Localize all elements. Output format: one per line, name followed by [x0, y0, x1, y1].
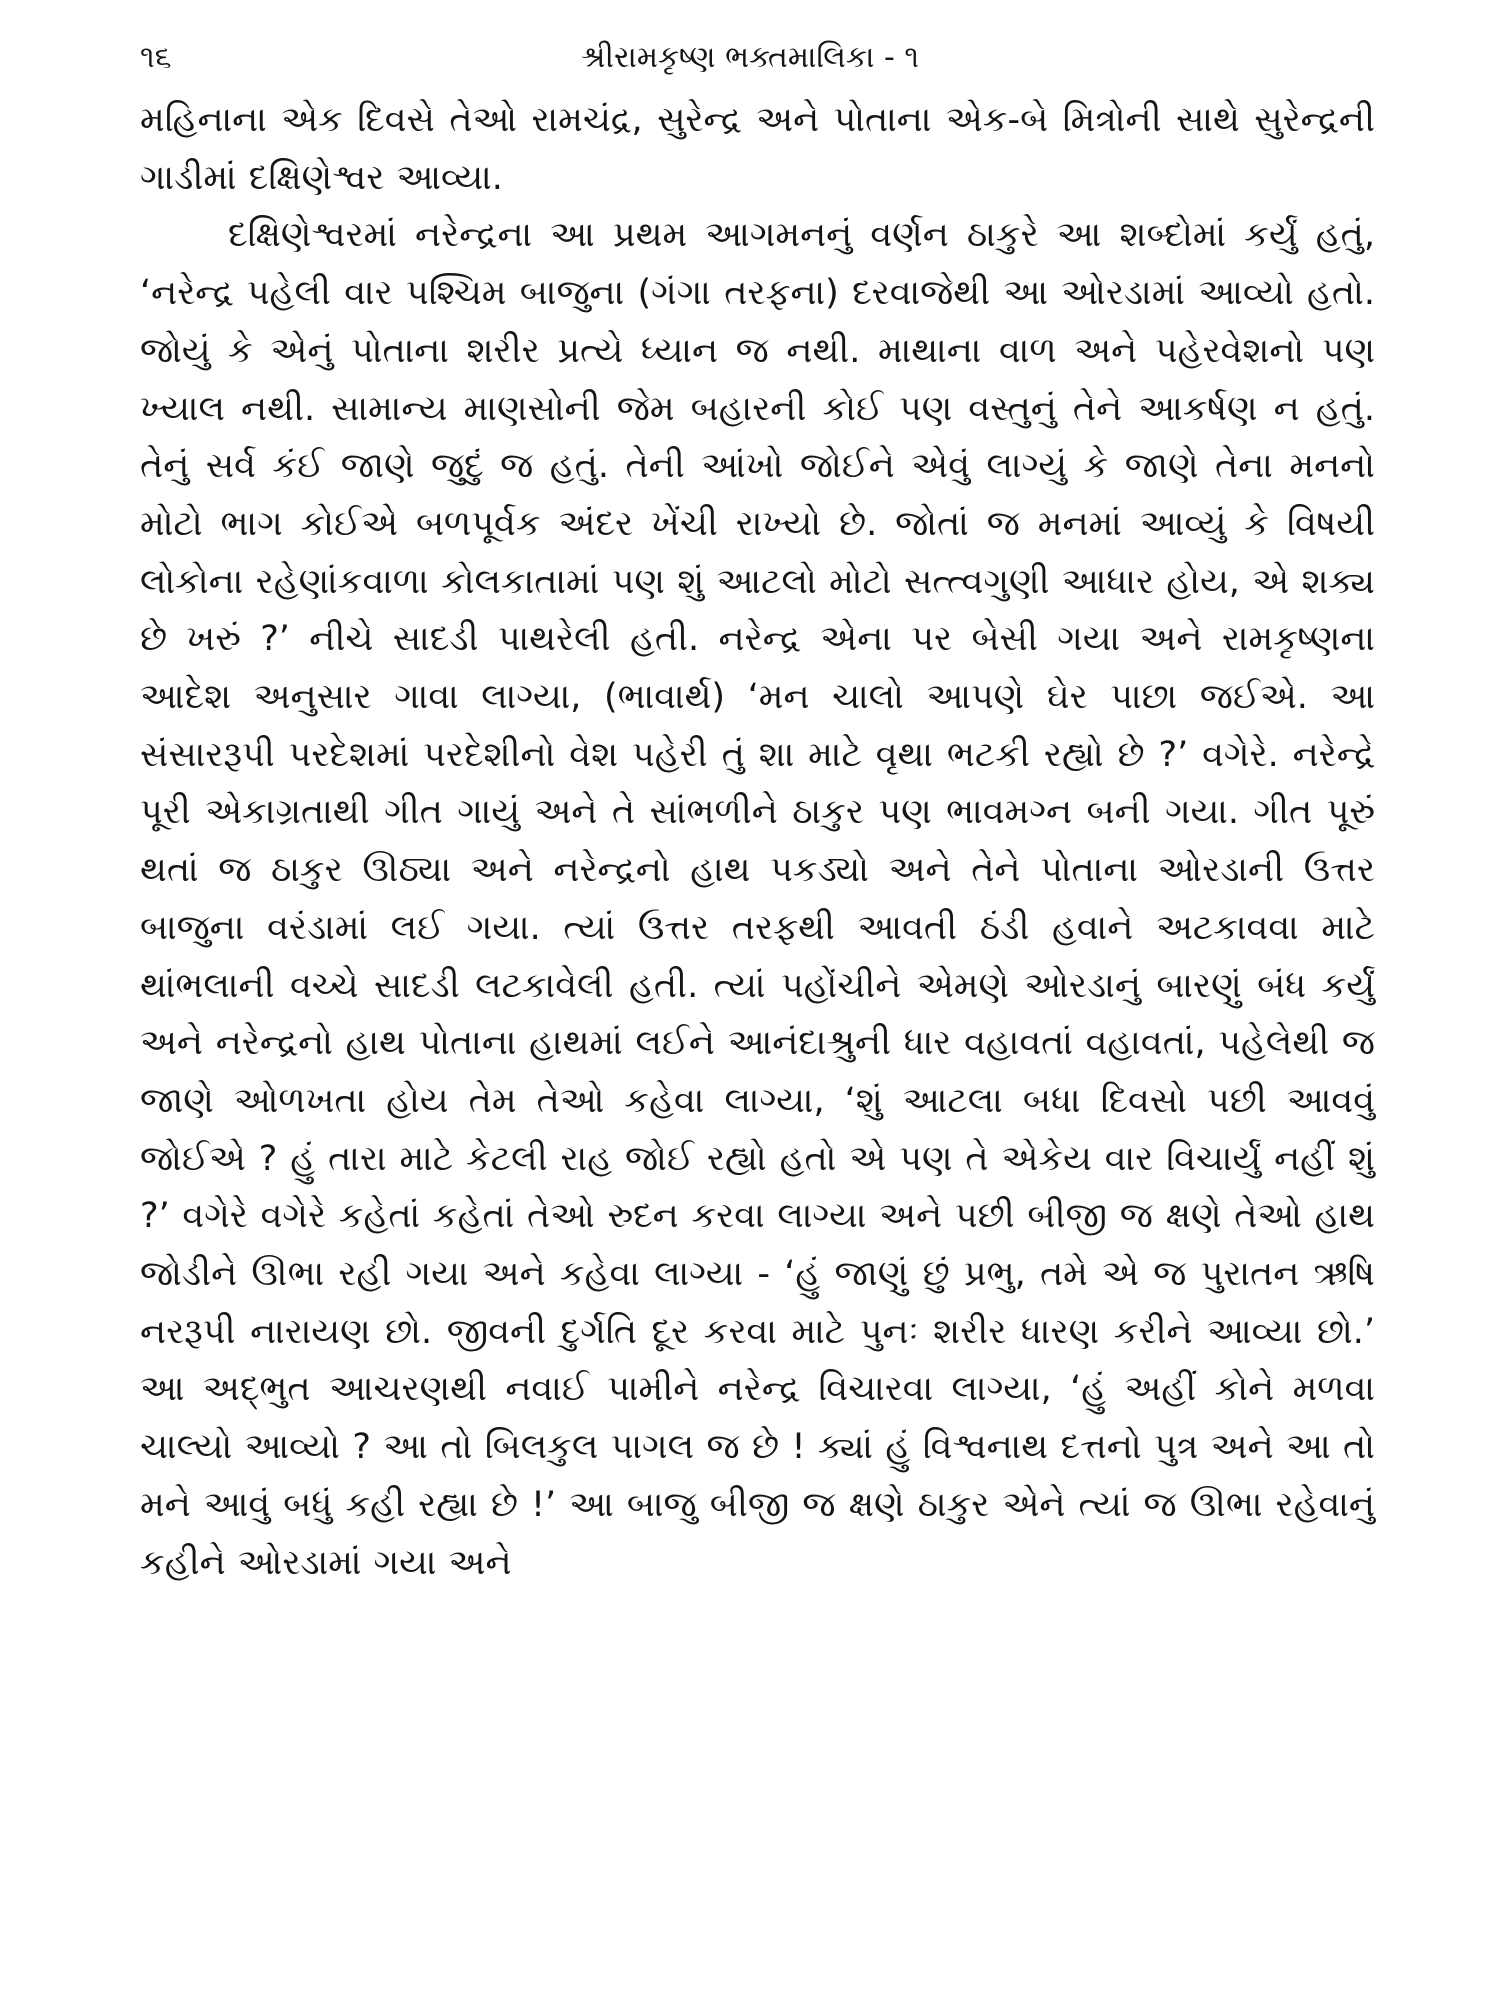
paragraph-2: દક્ષિણેશ્વરમાં નરેન્દ્રના આ પ્રથમ આગમનનું વર્ણન ઠાકુરે આ શબ્દોમાં કર્યું હતું, ‘નરેન્દ્ર પહેલી વાર પશ્ચિમ બાજુના (ગંગા તરફના) દરવાજેથી આ ઓરડામાં આવ્યો હતો. જોયું કે એનું પોતાના શરીર પ્રત્યે ધ્યાન જ નથી. માથાના વાળ અને પહેરવેશનો પણ ખ્યાલ નથી. સામાન્ય માણસોની જેમ બહારની કોઈ પણ વસ્તુનું તેને આકર્ષણ ન હતું. તેનું સર્વ કંઈ જાણે જુદું જ હતું. તેની આંખો જોઈને એવું લાગ્યું કે જાણે તેના મનનો મોટો ભાગ કોઈએ બળપૂર્વક અંદર ખેંચી રાખ્યો છે. જોતાં જ મનમાં આવ્યું કે વિષયી લોકોના રહેણાંકવાળા કોલકાતામાં પણ શું આટલો મોટો સત્ત્વગુણી આધાર હોય, એ શક્ય છે ખરું ?’ નીચે સાદડી પાથરેલી હતી. નરેન્દ્ર એના પર બેસી ગયા અને રામકૃષ્ણના આદેશ અનુસાર ગાવા લાગ્યા, (ભાવાર્થ) ‘મન ચાલો આપણે ઘેર પાછા જઈએ. આ સંસારરૂપી પરદેશમાં પરદેશીનો વેશ પહેરી તું શા માટે વૃથા ભટકી રહ્યો છે ?’ વગેરે. નરેન્દ્રે પૂરી એકાગ્રતાથી ગીત ગાયું અને તે સાંભળીને ઠાકુર પણ ભાવમગ્ન બની ગયા. ગીત પૂરું થતાં જ ઠાકુર ઊઠ્યા અને નરેન્દ્રનો હાથ પકડ્યો અને તેને પોતાના ઓરડાની ઉત્તર બાજુના વરંડામાં લઈ ગયા. ત્યાં ઉત્તર તરફથી આવતી ઠંડી હવાને અટકાવવા માટે થાંભલાની વચ્ચે સાદડી લટકાવેલી હતી. ત્યાં પહોંચીને એમણે ઓરડાનું બારણું બંધ કર્યું અને નરેન્દ્રનો હાથ પોતાના હાથમાં લઈને આનંદાશ્રુની ધાર વહાવતાં વહાવતાં, પહેલેથી જ જાણે ઓળખતા હોય તેમ તેઓ કહેવા લાગ્યા, ‘શું આટલા બધા દિવસો પછી આવવું જોઈએ ? હું તારા માટે કેટલી રાહ જોઈ રહ્યો હતો એ પણ તે એકેય વાર વિચાર્યું નહીં શું ?’ વગેરે વગેરે કહેતાં કહેતાં તેઓ રુદન કરવા લાગ્યા અને પછી બીજી જ ક્ષણે તેઓ હાથ જોડીને ઊભા રહી ગયા અને કહેવા લાગ્યા - ‘હું જાણું છું પ્રભુ, તમે એ જ પુરાતન ઋષિ નરરૂપી નારાયણ છો. જીવની દુર્ગતિ દૂર કરવા માટે પુનઃ શરીર ધારણ કરીને આવ્યા છો.’ આ અદ્ભુત આચરણથી નવાઈ પામીને નરેન્દ્ર વિચારવા લાગ્યા, ‘હું અહીં કોને મળવા ચાલ્યો આવ્યો ? આ તો બિલકુલ પાગલ જ છે ! ક્યાં હું વિશ્વનાથ દત્તનો પુત્ર અને આ તો મને આવું બધું કહી રહ્યા છે !’ આ બાજુ બીજી જ ક્ષણે ઠાકુર એને ત્યાં જ ઊભા રહેવાનું કહીને ઓરડામાં ગયા અને: [140, 215, 1375, 1583]
body-text: [140, 92, 1375, 1592]
paragraph-1: મહિનાના એક દિવસે તેઓ રામચંદ્ર, સુરેન્દ્ર અને પોતાના એક-બે મિત્રોની સાથે સુરેન્દ્રની ગાડીમાં દક્ષિણેશ્વર આવ્યા.: [140, 100, 1375, 198]
page-number: ૧૬: [140, 40, 172, 75]
running-title: શ્રીરામકૃષ્ણ ભક્તમાલિકા - ૧: [580, 40, 920, 75]
page-header: [140, 36, 1360, 86]
